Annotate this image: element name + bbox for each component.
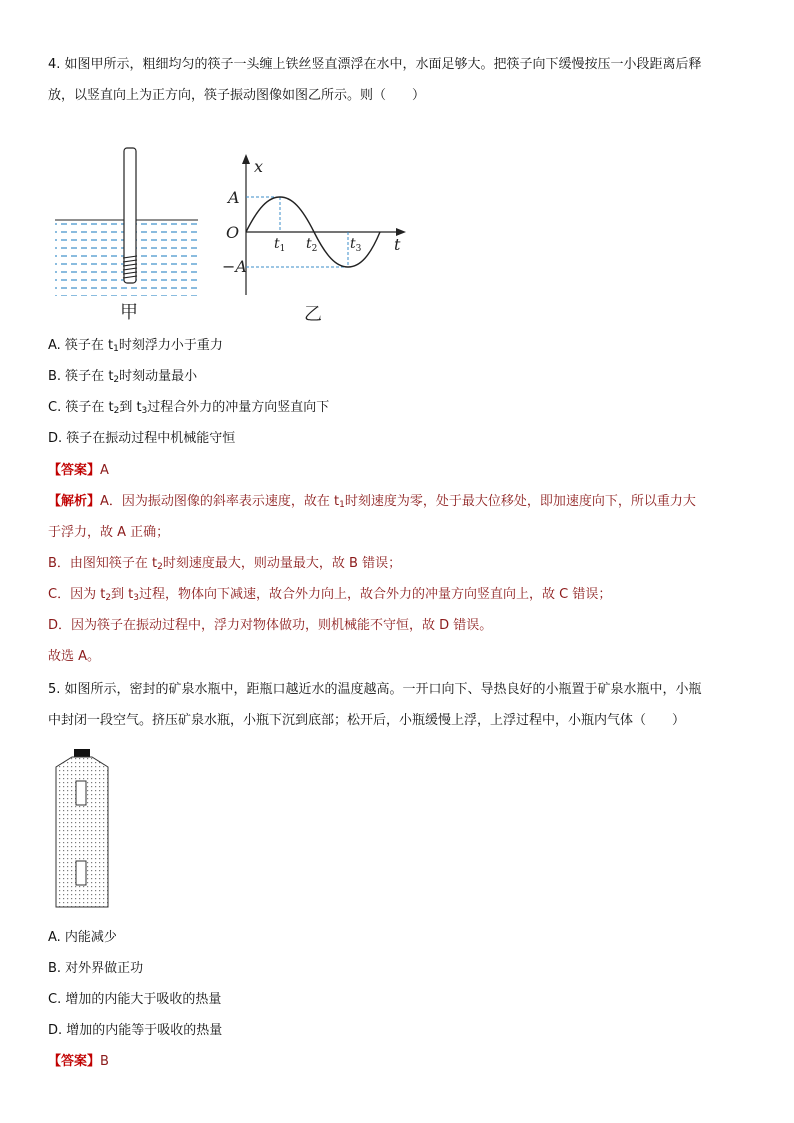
tick-t3: t (350, 236, 356, 252)
svg-text:t2 (306, 236, 317, 254)
label-negA: −A (222, 257, 247, 276)
label-A: A (228, 188, 240, 207)
q4-option-d: D. 筷子在振动过程中机械能守恒 (48, 431, 236, 446)
svg-text:t1 (274, 236, 285, 254)
q4-option-b: B. 筷子在 $t_2$时刻动量最小 (48, 369, 198, 385)
axis-x-label: x (254, 157, 264, 176)
figure-jia-chopstick (50, 140, 210, 325)
q4-option-a: A. 筷子在 $t_1$时刻浮力小于重力 (48, 338, 223, 354)
q5-option-b: B. 对外界做正功 (48, 961, 144, 976)
q4-analysis-line5: D．因为筷子在振动过程中，浮力对物体做功，则机械能不守恒，故 D 错误。 (48, 618, 493, 633)
q4-stem-line2: 放，以竖直向上为正方向，筷子振动图像如图乙所示。则（ ） (48, 88, 426, 103)
label-O: O (226, 223, 240, 242)
q5-option-d: D. 增加的内能等于吸收的热量 (48, 1023, 223, 1038)
q5-answer: 【答案】B (48, 1054, 109, 1069)
q5-stem-line2: 中封闭一段空气。挤压矿泉水瓶，小瓶下沉到底部；松开后，小瓶缓慢上浮，上浮过程中，小瓶内气体（ ） (48, 713, 686, 728)
svg-text:t3 (350, 236, 362, 254)
q4-analysis-line4: C．因为 $t_2$到 $t_3$过程，物体向下减速，故合外力向上，故合外力的冲量方向竖直向上，故 C 错误； (48, 587, 612, 603)
q4-analysis-line2: 于浮力，故 A 正确； (48, 525, 170, 540)
q5-option-a: A. 内能减少 (48, 930, 117, 945)
q4-analysis-line1: 【解析】A．因为振动图像的斜率表示速度，故在 $t_1$时刻速度为零，处于最大位移处，即加速度向下，所以重力大 (48, 494, 696, 510)
tick-t2-sub: 2 (311, 244, 318, 254)
axis-t-label: t (394, 235, 401, 254)
tick-t1-sub: 1 (279, 244, 286, 254)
tick-t2: t (306, 236, 312, 252)
figure-yi-label: 乙 (304, 304, 322, 325)
q4-option-c: C. 筷子在 $t_2$到 $t_3$过程合外力的冲量方向竖直向下 (48, 400, 330, 416)
figure-yi-graph (218, 150, 418, 325)
q4-analysis-line3: B．由图知筷子在 $t_2$时刻速度最大，则动量最大，故 B 错误； (48, 556, 402, 572)
figure-jia-label: 甲 (120, 302, 138, 323)
tick-t1: t (274, 236, 280, 252)
q4-answer: 【答案】A (48, 463, 109, 478)
figure-bottle (50, 745, 120, 915)
tick-t3-sub: 3 (355, 244, 362, 254)
q5-option-c: C. 增加的内能大于吸收的热量 (48, 992, 222, 1007)
q5-stem-line1: 5. 如图所示，密封的矿泉水瓶中，距瓶口越近水的温度越高。一开口向下、导热良好的小瓶置于矿泉水瓶中，小瓶 (48, 682, 702, 697)
q4-stem-line1: 4. 如图甲所示，粗细均匀的筷子一头缠上铁丝竖直漂浮在水中，水面足够大。把筷子向下缓慢按压一小段距离后释 (48, 57, 702, 72)
q4-conclusion: 故选 A。 (48, 649, 101, 664)
